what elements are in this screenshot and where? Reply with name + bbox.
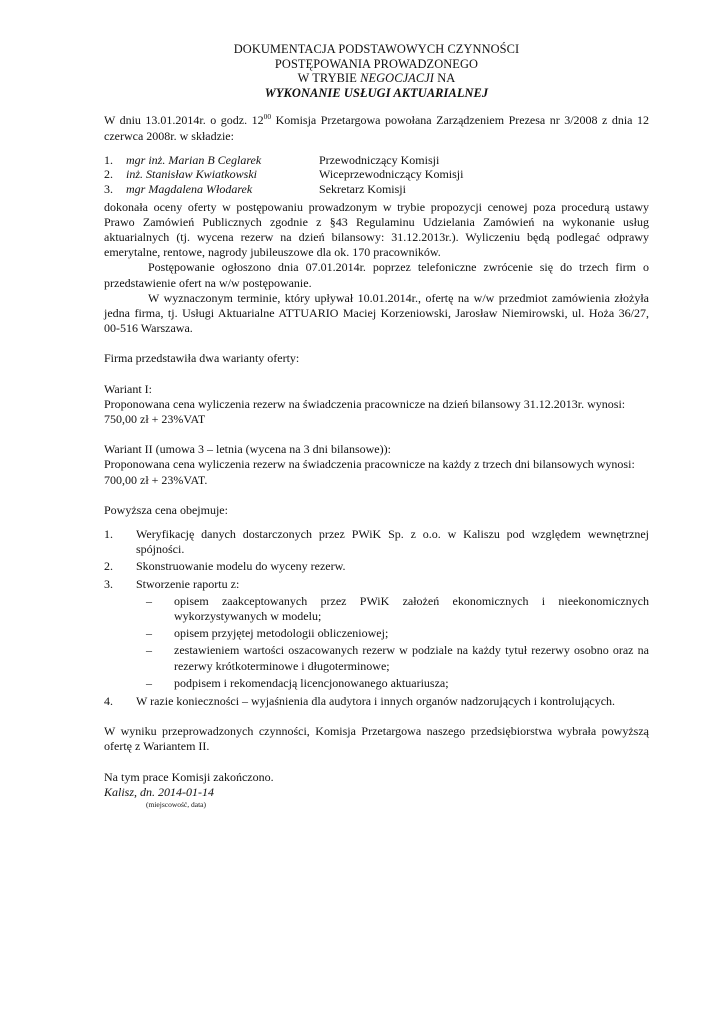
variant-1-line-1: Proponowana cena wyliczenia rezerw na świadczenia pracownicze na dzień bilansowy 31.12.2013r. wynosi: (104, 396, 626, 411)
header-line-3 (104, 71, 649, 86)
variant-2-line-1: Proponowana cena wyliczenia rezerw na świadczenia pracownicze na każdy z trzech dni bilansowych wynosi: (104, 457, 635, 472)
header-line-2: POSTĘPOWANIA PROWADZONEGO (274, 56, 479, 71)
intro-text-a: W dniu 13.01.2014r. o godz. 12 (104, 113, 264, 128)
document-page (104, 42, 649, 809)
list-item (104, 694, 649, 709)
member-number: 1. (104, 152, 113, 167)
document-header (104, 42, 649, 100)
scope-title: Powyższa cena obejmuje: (104, 502, 228, 517)
closing-line: Na tym prace Komisji zakończono. (104, 769, 274, 784)
variant-2-title: Wariant II (umowa 3 – letnia (wycena na 3 dni bilansowe)): (104, 442, 391, 457)
member-name: mgr inż. Marian B Ceglarek (126, 152, 262, 167)
member-role: Przewodniczący Komisji (319, 152, 440, 167)
sub-list-item (136, 676, 649, 691)
sub-list-item (136, 594, 649, 624)
sub-list-item (136, 626, 649, 641)
member-row (104, 153, 649, 168)
member-row (104, 182, 649, 197)
header-line-4: WYKONANIE USŁUGI AKTUARIALNEJ (264, 85, 489, 100)
member-number: 2. (104, 167, 113, 182)
list-item-text: W razie konieczności – wyjaśnienia dla audytora i innych organów nadzorujących i kontrolujących. (136, 694, 616, 709)
evaluation-paragraph: dokonała oceny oferty w postępowaniu prowadzonym w trybie propozycji cenowej poza procedurą ustawy Prawo Zamówień Publicznych zgodnie z §43 Regulaminu Udzielania Zamówień na wykonanie usług aktuarialnych (tj. wycena rezerw na dzień bilansowy: 31.12.2013r.). Wyliczeniu będą podlegać odprawy emerytalne, rentowe, nagrody jubileuszowe dla ok. 170 pracowników. (104, 199, 649, 260)
list-item-text: Weryfikację danych dostarczonych przez PWiK Sp. z o.o. w Kaliszu pod względem wewnętrznej spójności. (136, 527, 649, 557)
header-line-3-italic: NEGOCJACJI (360, 71, 435, 86)
dash-bullet: – (146, 675, 152, 690)
sub-list-item-text: opisem przyjętej metodologii obliczeniowej; (174, 626, 389, 641)
place-date: Kalisz, dn. 2014-01-14 (104, 784, 215, 799)
list-item-number: 3. (104, 576, 113, 591)
member-role: Sekretarz Komisji (319, 181, 406, 196)
header-line-1: DOKUMENTACJA PODSTAWOWYCH CZYNNOŚCI (233, 42, 520, 56)
member-name: inż. Stanisław Kwiatkowski (126, 167, 258, 182)
list-item-number: 2. (104, 559, 113, 574)
list-item (104, 559, 649, 574)
variant-2-price: 700,00 zł + 23%VAT. (104, 472, 208, 487)
intro-paragraph (104, 113, 649, 143)
sub-list-item-text: opisem zaakceptowanych przez PWiK założeń ekonomicznych i nieekonomicznych wykorzystywanych w modelu; (174, 593, 649, 624)
member-role: Wiceprzewodniczący Komisji (319, 167, 464, 182)
member-number: 3. (104, 181, 113, 196)
list-item-number: 4. (104, 694, 113, 709)
header-line-3-prefix: W TRYBIE (297, 71, 361, 86)
intro-time-sup: 00 (263, 112, 272, 122)
variant-1-title: Wariant I: (104, 381, 153, 396)
committee-members (104, 153, 649, 197)
variant-1 (104, 382, 649, 428)
dash-bullet: – (146, 593, 152, 608)
result-paragraph: W wyniku przeprowadzonych czynności, Komisja Przetargowa naszego przedsiębiorstwa wybrała powyższą ofertę z Wariantem II. (104, 724, 649, 754)
variant-2 (104, 442, 649, 488)
list-item-number: 1. (104, 527, 113, 542)
sub-list-item-text: podpisem i rekomendacją licencjonowanego aktuariusza; (174, 675, 449, 690)
dash-bullet: – (146, 626, 152, 641)
announcement-paragraph: Postępowanie ogłoszono dnia 07.01.2014r. poprzez telefoniczne zwrócenie się do trzech firm o przedstawienie ofert na w/w postępowanie. (104, 260, 649, 290)
offer-paragraph: W wyznaczonym terminie, który upływał 10.01.2014r., ofertę na w/w przedmiot zamówienia złożyła jedna firma, tj. Usługi Aktuarialne ATTUARIO Maciej Korzeniowski, Jarosław Niemirowski, ul. Hoża 36/27, 00-516 Warszawa. (104, 290, 649, 336)
sub-list-item (136, 643, 649, 673)
variant-1-price: 750,00 zł + 23%VAT (104, 412, 206, 426)
header-line-3-suffix: NA (434, 71, 456, 86)
place-date-caption: (miejscowość, data) (146, 800, 206, 810)
list-item (104, 527, 649, 557)
list-item-text: Stworzenie raportu z: (136, 576, 240, 591)
dash-bullet: – (146, 643, 152, 658)
member-row (104, 167, 649, 182)
variants-intro: Firma przedstawiła dwa warianty oferty: (104, 351, 300, 366)
list-item (104, 577, 649, 592)
sub-list-item-text: zestawieniem wartości oszacowanych rezerw w podziale na każdy tytuł rezerwy osobno oraz na rezerwy krótkoterminowe i długoterminowe; (174, 643, 649, 673)
member-name: mgr Magdalena Włodarek (126, 181, 253, 196)
list-item-text: Skonstruowanie modelu do wyceny rezerw. (136, 559, 346, 574)
scope-list (104, 527, 649, 709)
intro-text-b: Komisja Przetargowa powołana Zarządzeniem Prezesa nr 3/2008 z dnia 12 czerwca 2008r. w składzie: (104, 113, 649, 143)
